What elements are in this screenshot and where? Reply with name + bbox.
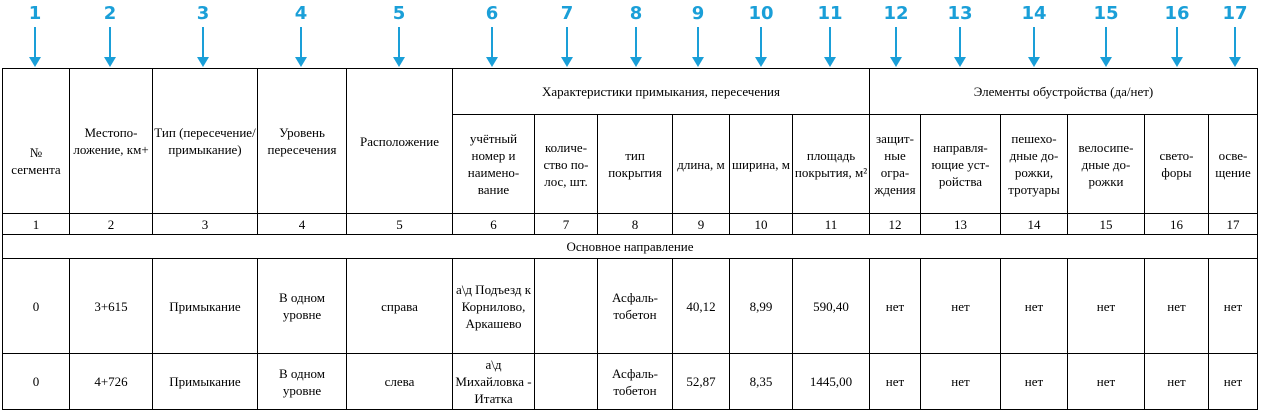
column-marker: 9	[691, 3, 705, 24]
column-marker: 11	[817, 3, 843, 24]
column-number: 4	[258, 214, 347, 235]
header-type: Тип (пересечение/ примыкание)	[153, 69, 258, 214]
column-number: 10	[730, 214, 793, 235]
column-marker: 7	[560, 3, 574, 24]
cell-area: 1445,00	[793, 354, 870, 410]
section-label: Основное направление	[3, 235, 1258, 259]
arrow-down-icon	[197, 27, 209, 67]
cell-barriers: нет	[870, 354, 921, 410]
column-marker: 2	[103, 3, 117, 24]
column-markers	[0, 0, 1262, 68]
cell-length: 40,12	[673, 259, 730, 354]
arrow-down-icon	[824, 27, 836, 67]
header-segment-no: № сегмента	[3, 69, 70, 214]
cell-length: 52,87	[673, 354, 730, 410]
cell-width: 8,99	[730, 259, 793, 354]
column-number: 11	[793, 214, 870, 235]
column-marker: 13	[947, 3, 973, 24]
table-row	[3, 259, 1258, 354]
cell-guides: нет	[921, 354, 1001, 410]
cell-sidewalks: нет	[1001, 354, 1068, 410]
cell-sidewalks: нет	[1001, 259, 1068, 354]
cell-lanes	[535, 259, 598, 354]
column-number: 17	[1209, 214, 1258, 235]
column-number: 12	[870, 214, 921, 235]
cell-guides: нет	[921, 259, 1001, 354]
column-number: 7	[535, 214, 598, 235]
column-marker: 15	[1093, 3, 1119, 24]
header-guides: направля-ющие уст-ройства	[921, 115, 1001, 214]
cell-type: Примыкание	[153, 354, 258, 410]
cell-lighting: нет	[1209, 354, 1258, 410]
column-number: 6	[453, 214, 535, 235]
column-marker: 5	[392, 3, 406, 24]
header-length: длина, м	[673, 115, 730, 214]
header-crossing-level: Уровень пересечения	[258, 69, 347, 214]
cell-level: В одном уровне	[258, 259, 347, 354]
cell-segment: 0	[3, 354, 70, 410]
arrow-down-icon	[104, 27, 116, 67]
column-number-row	[3, 214, 1258, 235]
arrow-down-icon	[890, 27, 902, 67]
arrow-down-icon	[561, 27, 573, 67]
column-marker: 12	[883, 3, 909, 24]
column-number: 5	[347, 214, 453, 235]
arrow-down-icon	[630, 27, 642, 67]
header-traffic-lights: свето-форы	[1145, 115, 1209, 214]
cell-location: 4+726	[70, 354, 153, 410]
header-barriers: защит-ные огра-ждения	[870, 115, 921, 214]
cell-position: слева	[347, 354, 453, 410]
cell-traffic-lights: нет	[1145, 259, 1209, 354]
column-number: 16	[1145, 214, 1209, 235]
column-marker: 6	[485, 3, 499, 24]
header-lighting: осве-щение	[1209, 115, 1258, 214]
cell-lanes	[535, 354, 598, 410]
header-elements-group: Элементы обустройства (да/нет)	[870, 69, 1258, 115]
column-number: 9	[673, 214, 730, 235]
column-marker: 10	[748, 3, 774, 24]
column-marker: 8	[629, 3, 643, 24]
cell-segment: 0	[3, 259, 70, 354]
cell-lighting: нет	[1209, 259, 1258, 354]
arrow-down-icon	[1028, 27, 1040, 67]
arrow-down-icon	[486, 27, 498, 67]
header-position: Расположение	[347, 69, 453, 214]
cell-area: 590,40	[793, 259, 870, 354]
cell-bike-paths: нет	[1068, 354, 1145, 410]
header-sidewalks: пешехо-дные до-рожки, тротуары	[1001, 115, 1068, 214]
cell-level: В одном уровне	[258, 354, 347, 410]
arrow-down-icon	[393, 27, 405, 67]
column-marker: 4	[294, 3, 308, 24]
column-number: 13	[921, 214, 1001, 235]
column-number: 3	[153, 214, 258, 235]
arrow-down-icon	[755, 27, 767, 67]
column-marker: 16	[1164, 3, 1190, 24]
arrow-down-icon	[692, 27, 704, 67]
cell-type: Примыкание	[153, 259, 258, 354]
column-marker: 17	[1222, 3, 1248, 24]
cell-name: а\д Михайловка - Итатка	[453, 354, 535, 410]
cell-surface: Асфаль-тобетон	[598, 354, 673, 410]
column-marker: 14	[1021, 3, 1047, 24]
column-marker: 1	[28, 3, 42, 24]
column-number: 8	[598, 214, 673, 235]
column-number: 14	[1001, 214, 1068, 235]
header-registration: учётный номер и наимено-вание	[453, 115, 535, 214]
column-marker: 3	[196, 3, 210, 24]
header-bike-paths: велосипе-дные до-рожки	[1068, 115, 1145, 214]
arrow-down-icon	[1171, 27, 1183, 67]
header-location: Местопо-ложение, км+	[70, 69, 153, 214]
arrow-down-icon	[295, 27, 307, 67]
table-row	[3, 354, 1258, 410]
cell-width: 8,35	[730, 354, 793, 410]
header-area: площадь покрытия, м²	[793, 115, 870, 214]
arrow-down-icon	[1229, 27, 1241, 67]
header-surface-type: тип покрытия	[598, 115, 673, 214]
cell-position: справа	[347, 259, 453, 354]
arrow-down-icon	[954, 27, 966, 67]
arrow-down-icon	[1100, 27, 1112, 67]
header-lanes: количе-ство по-лос, шт.	[535, 115, 598, 214]
cell-name: а\д Подъезд к Корнилово, Аркашево	[453, 259, 535, 354]
header-width: ширина, м	[730, 115, 793, 214]
cell-location: 3+615	[70, 259, 153, 354]
column-number: 15	[1068, 214, 1145, 235]
header-junction-group: Характеристики примыкания, пересечения	[453, 69, 870, 115]
arrow-down-icon	[29, 27, 41, 67]
cell-surface: Асфаль-тобетон	[598, 259, 673, 354]
column-number: 1	[3, 214, 70, 235]
column-number: 2	[70, 214, 153, 235]
cell-traffic-lights: нет	[1145, 354, 1209, 410]
junctions-table	[2, 68, 1258, 410]
cell-barriers: нет	[870, 259, 921, 354]
cell-bike-paths: нет	[1068, 259, 1145, 354]
